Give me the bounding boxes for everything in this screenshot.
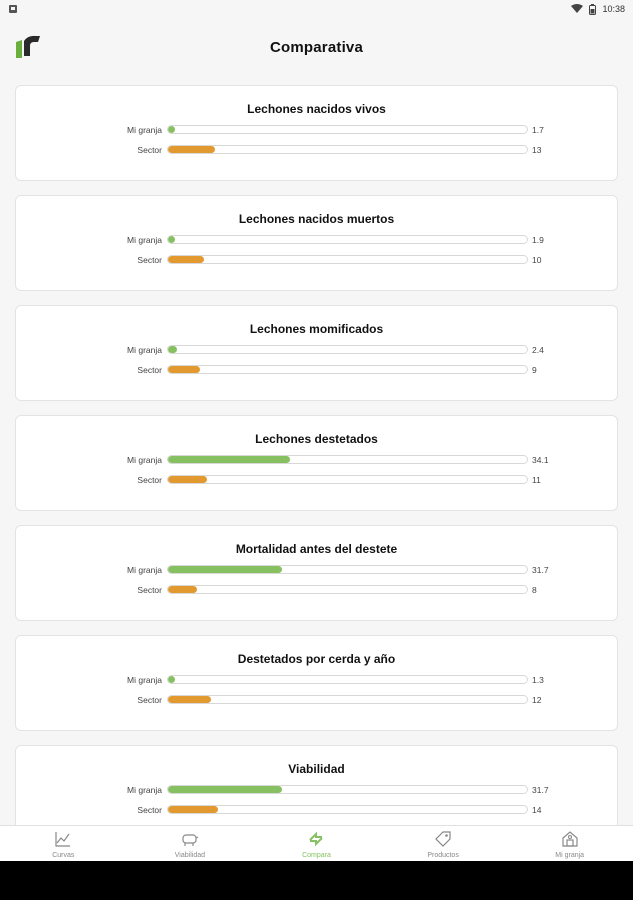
app-header [0, 18, 633, 76]
comparison-card [15, 305, 618, 401]
farm-value: 34.1 [532, 455, 549, 465]
card-title: Lechones destetados [255, 432, 378, 446]
tab-label: Compara [302, 851, 331, 859]
farm-value: 31.7 [532, 565, 549, 575]
sector-row [16, 474, 617, 486]
comparison-card [15, 85, 618, 181]
sector-label: Sector [137, 365, 162, 375]
tab-label: Viabilidad [174, 851, 205, 859]
farm-bar-track [167, 125, 528, 134]
system-nav-bar [0, 861, 633, 900]
chart-line-icon [54, 830, 72, 852]
tab-curvas[interactable] [0, 826, 127, 862]
card-title: Lechones nacidos muertos [238, 212, 395, 226]
farm-label: Mi granja [127, 565, 162, 575]
sector-bar-track [167, 255, 528, 264]
farm-label: Mi granja [127, 125, 162, 135]
tag-icon [434, 830, 452, 852]
farm-bar-fill [168, 126, 175, 133]
sector-label: Sector [137, 475, 162, 485]
farm-bar-fill [168, 346, 177, 353]
farm-row [16, 564, 617, 576]
farm-bar-fill [168, 236, 175, 243]
farm-value: 1.7 [532, 125, 544, 135]
farm-row [16, 674, 617, 686]
farm-bar-track [167, 785, 528, 794]
farm-bar-track [167, 675, 528, 684]
sector-label: Sector [137, 585, 162, 595]
tab-label: Curvas [52, 851, 75, 859]
sector-value: 11 [532, 475, 541, 485]
sector-bar-fill [168, 366, 200, 373]
farm-bar-track [167, 455, 528, 464]
farm-row [16, 344, 617, 356]
farm-icon [561, 830, 579, 852]
sector-row [16, 364, 617, 376]
farm-label: Mi granja [127, 345, 162, 355]
tab-viabilidad[interactable] [127, 826, 254, 862]
sector-bar-track [167, 365, 528, 374]
sector-row [16, 804, 617, 816]
farm-row [16, 454, 617, 466]
sector-row [16, 144, 617, 156]
sector-bar-track [167, 695, 528, 704]
farm-value: 1.3 [532, 675, 544, 685]
notification-icon [8, 4, 18, 14]
farm-label: Mi granja [127, 675, 162, 685]
bottom-tab-bar [0, 825, 633, 862]
sector-label: Sector [137, 145, 162, 155]
card-title: Lechones nacidos vivos [247, 102, 386, 116]
farm-row [16, 234, 617, 246]
battery-icon [589, 4, 596, 15]
sector-label: Sector [137, 805, 162, 815]
farm-label: Mi granja [127, 785, 162, 795]
sector-bar-track [167, 145, 528, 154]
sector-bar-track [167, 475, 528, 484]
sector-value: 10 [532, 255, 542, 265]
farm-value: 1.9 [532, 235, 544, 245]
sector-value: 8 [532, 585, 537, 595]
card-title: Viabilidad [288, 762, 345, 776]
farm-bar-fill [168, 456, 290, 463]
farm-label: Mi granja [127, 235, 162, 245]
farm-bar-fill [168, 566, 282, 573]
sector-row [16, 694, 617, 706]
sector-bar-fill [168, 696, 211, 703]
comparison-card [15, 415, 618, 511]
farm-row [16, 124, 617, 136]
sector-value: 13 [532, 145, 542, 155]
farm-value: 2.4 [532, 345, 544, 355]
sector-label: Sector [137, 255, 162, 265]
comparison-card [15, 635, 618, 731]
farm-bar-fill [168, 676, 175, 683]
comparison-card [15, 525, 618, 621]
status-time: 10:38 [602, 4, 625, 14]
sector-bar-fill [168, 806, 218, 813]
tab-label: Mi granja [555, 851, 585, 859]
sector-label: Sector [137, 695, 162, 705]
sector-bar-fill [168, 146, 215, 153]
tab-mi-granja[interactable] [506, 826, 633, 862]
page-title: Comparativa [269, 38, 364, 56]
farm-value: 31.7 [532, 785, 549, 795]
status-bar [0, 0, 633, 18]
farm-bar-track [167, 235, 528, 244]
tab-productos[interactable] [380, 826, 507, 862]
sector-bar-track [167, 585, 528, 594]
rr-logo-icon[interactable] [14, 32, 42, 60]
wifi-icon [571, 4, 583, 14]
comparison-card [15, 195, 618, 291]
compare-arrows-icon [307, 830, 325, 852]
card-title: Destetados por cerda y año [237, 652, 396, 666]
farm-bar-track [167, 565, 528, 574]
farm-bar-track [167, 345, 528, 354]
card-title: Mortalidad antes del destete [235, 542, 398, 556]
sector-bar-fill [168, 586, 197, 593]
farm-bar-fill [168, 786, 282, 793]
sector-bar-fill [168, 256, 204, 263]
sector-value: 12 [532, 695, 542, 705]
sector-row [16, 254, 617, 266]
farm-row [16, 784, 617, 796]
sector-bar-fill [168, 476, 207, 483]
comparison-card [15, 745, 618, 825]
sector-value: 9 [532, 365, 537, 375]
tab-compara[interactable] [253, 826, 380, 862]
sector-bar-track [167, 805, 528, 814]
sector-value: 14 [532, 805, 542, 815]
pig-icon [181, 830, 199, 852]
card-title: Lechones momificados [249, 322, 384, 336]
sector-row [16, 584, 617, 596]
comparison-list[interactable] [0, 76, 633, 825]
tab-label: Productos [427, 851, 459, 859]
farm-label: Mi granja [127, 455, 162, 465]
